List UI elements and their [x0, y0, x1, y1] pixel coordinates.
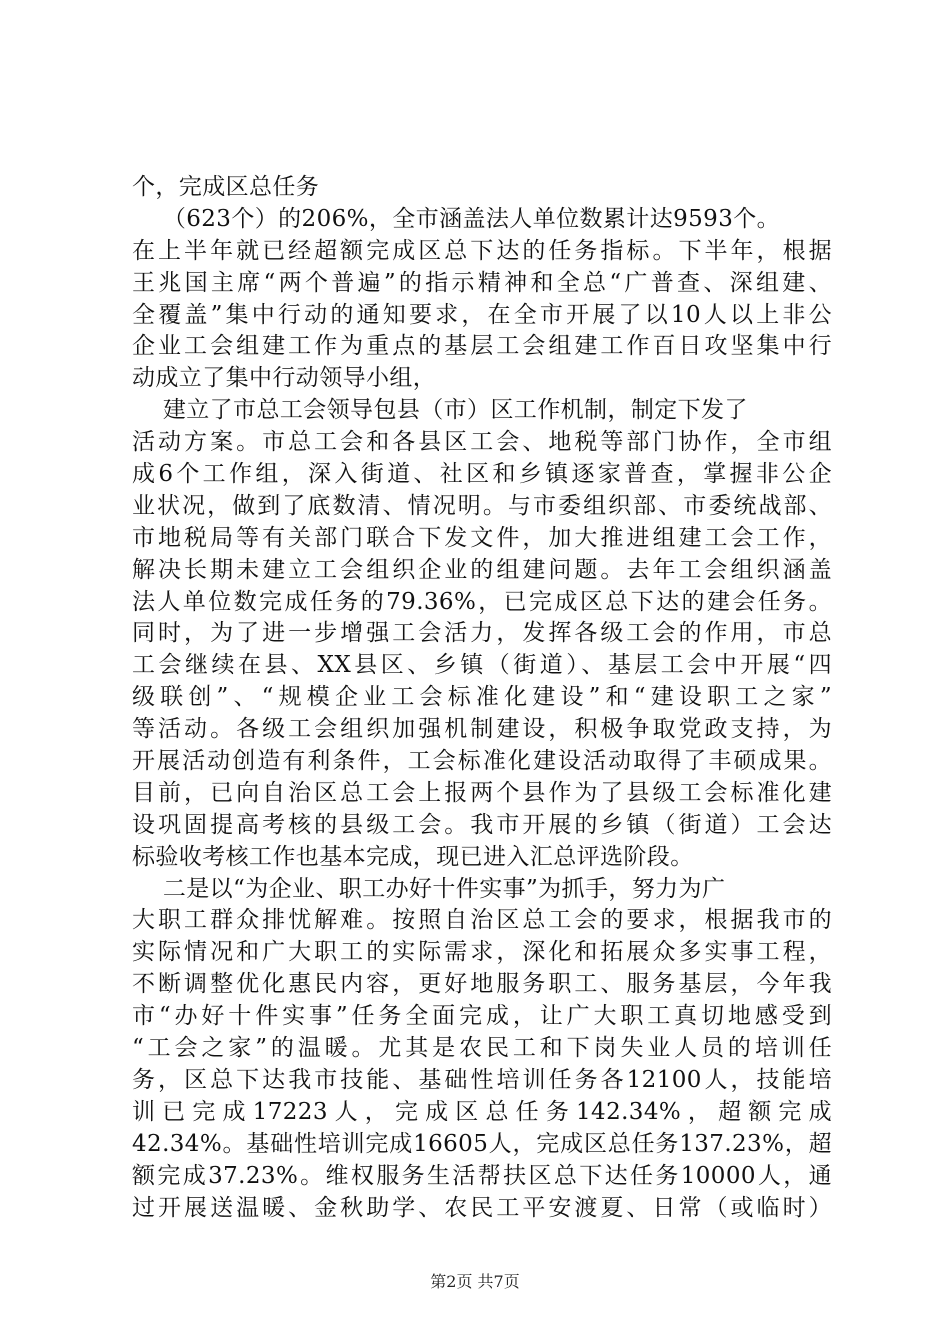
text-line: 工会继续在县、XX县区、乡镇（街道）、基层工会中开展“四 — [132, 652, 832, 679]
text-line: 过开展送温暖、金秋助学、农民工平安渡夏、日常（或临时） — [132, 1194, 832, 1221]
text-line: 目前，已向自治区总工会上报两个县作为了县级工会标准化建 — [132, 779, 832, 806]
text-line: 法人单位数完成任务的79.36%，已完成区总下达的建会任务。 — [132, 588, 832, 615]
text-line: 同时，为了进一步增强工会活力，发挥各级工会的作用，市总 — [132, 620, 832, 647]
text-line: 全覆盖”集中行动的通知要求，在全市开展了以10人以上非公 — [132, 301, 832, 328]
text-line: （623个）的206%，全市涵盖法人单位数累计达9593个。 — [132, 205, 781, 232]
text-line: 42.34%。基础性培训完成16605人，完成区总任务137.23%，超 — [132, 1130, 832, 1157]
text-line: 训已完成17223人，完成区总任务142.34%，超额完成 — [132, 1098, 832, 1125]
text-line: 个，完成区总任务 — [132, 174, 320, 200]
text-line: 市“办好十件实事”任务全面完成，让广大职工真切地感受到 — [132, 1003, 832, 1030]
text-line: 务，区总下达我市技能、基础性培训任务各12100人，技能培 — [132, 1066, 832, 1093]
text-line: 实际情况和广大职工的实际需求，深化和拓展众多实事工程， — [132, 939, 832, 966]
text-line: 建立了市总工会领导包县（市）区工作机制，制定下发了 — [132, 397, 748, 424]
text-line: 开展活动创造有利条件，工会标准化建设活动取得了丰硕成果。 — [132, 748, 832, 775]
page-footer: 第2页 共7页 — [430, 1272, 520, 1291]
text-line: 企业工会组建工作为重点的基层工会组建工作百日攻坚集中行 — [132, 333, 832, 360]
text-line: 标验收考核工作也基本完成，现已进入汇总评选阶段。 — [132, 843, 694, 870]
text-line: 活动方案。市总工会和各县区工会、地税等部门协作，全市组 — [132, 429, 832, 456]
text-line: 在上半年就已经超额完成区总下达的任务指标。下半年，根据 — [132, 237, 832, 264]
text-line: 大职工群众排忧解难。按照自治区总工会的要求，根据我市的 — [132, 907, 832, 934]
text-line: “工会之家”的温暖。尤其是农民工和下岗失业人员的培训任 — [132, 1035, 832, 1062]
text-line: 等活动。各级工会组织加强机制建设，积极争取党政支持，为 — [132, 716, 832, 743]
text-line: 不断调整优化惠民内容，更好地服务职工、服务基层，今年我 — [132, 971, 832, 998]
text-line: 解决长期未建立工会组织企业的组建问题。去年工会组织涵盖 — [132, 556, 832, 583]
text-line: 王兆国主席“两个普遍”的指示精神和全总“广普查、深组建、 — [132, 269, 832, 296]
text-line: 二是以“为企业、职工办好十件实事”为抓手，努力为广 — [132, 875, 726, 902]
text-line: 级联创”、“规模企业工会标准化建设”和“建设职工之家” — [132, 684, 832, 711]
text-line: 成6个工作组，深入街道、社区和乡镇逐家普查，掌握非公企 — [132, 461, 832, 488]
text-line: 动成立了集中行动领导小组， — [132, 365, 437, 392]
body-text — [132, 172, 832, 1224]
text-line: 设巩固提高考核的县级工会。我市开展的乡镇（街道）工会达 — [132, 811, 832, 838]
text-line: 额完成37.23%。维权服务生活帮扶区总下达任务10000人，通 — [132, 1162, 832, 1189]
text-line: 业状况，做到了底数清、情况明。与市委组织部、市委统战部、 — [132, 492, 832, 519]
text-line: 市地税局等有关部门联合下发文件，加大推进组建工会工作， — [132, 524, 832, 551]
